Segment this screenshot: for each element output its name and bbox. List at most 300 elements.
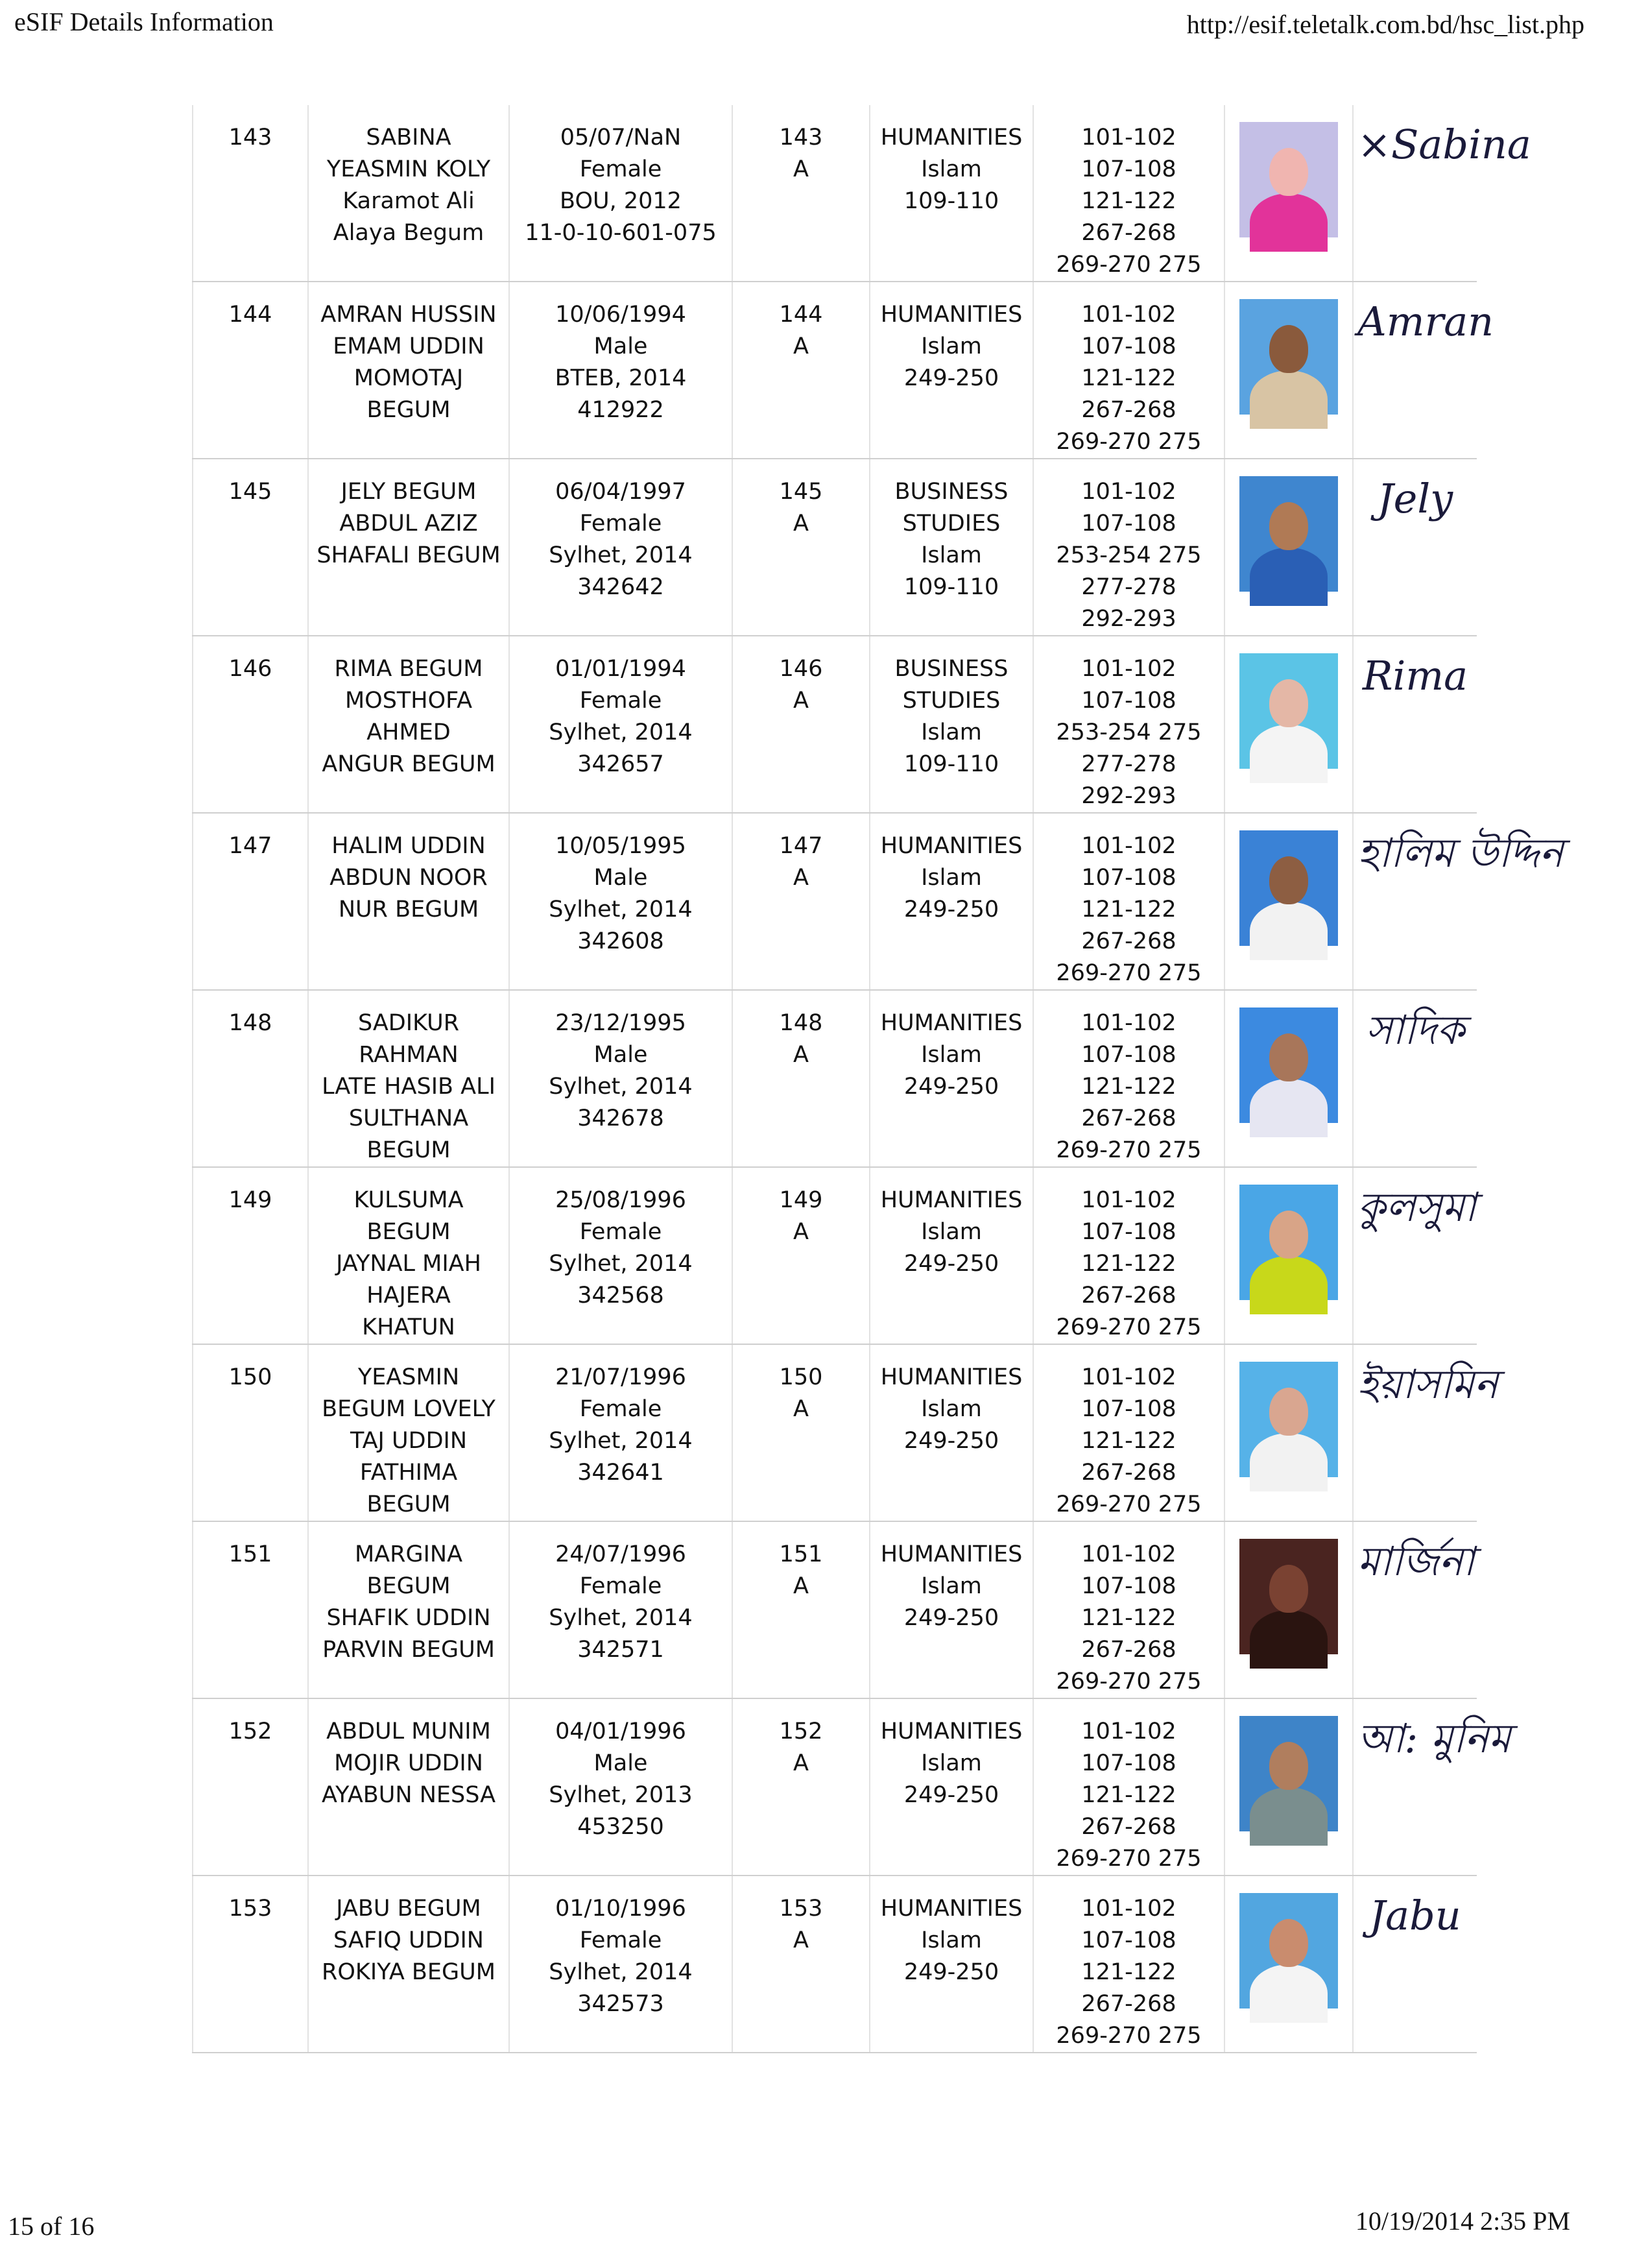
table-row [193,105,1477,282]
subjects-line: 107-108 [1081,1219,1176,1245]
info-line: 23/12/1995 [555,1010,686,1036]
photo-figure-body [1250,370,1328,429]
table-row [193,1521,1477,1698]
roll-line: A [793,1750,809,1776]
print-datetime: 10/19/2014 2:35 PM [1355,2206,1570,2236]
subjects-line: 269-270 275 [1056,2023,1202,2049]
photo-figure-body [1250,1433,1328,1491]
serial-cell: 146 [193,636,308,813]
group-line: 109-110 [903,188,999,214]
signature-cell [1353,1167,1477,1344]
name-line: HALIM UDDIN [331,833,486,859]
subjects-line: 269-270 275 [1056,960,1202,986]
group-cell [870,990,1033,1167]
name-line: BEGUM LOVELY [322,1396,496,1422]
info-cell [509,636,732,813]
info-line: Female [579,1396,662,1422]
photo-cell [1224,813,1353,990]
info-cell [509,282,732,459]
photo-figure-body [1250,1079,1328,1137]
subjects-cell [1033,636,1224,813]
student-photo [1239,1716,1338,1831]
info-line: 342568 [577,1283,664,1309]
photo-cell [1224,636,1353,813]
group-line: HUMANITIES [880,125,1023,151]
serial-cell: 151 [193,1521,308,1698]
info-cell [509,1876,732,2053]
subjects-line: 107-108 [1081,156,1176,182]
name-line: ABDUN NOOR [329,865,488,891]
info-line: Sylhet, 2014 [549,1251,693,1277]
student-photo [1239,1539,1338,1654]
name-cell [308,459,509,636]
name-line: FATHIMA [359,1460,458,1486]
roll-line: A [793,1927,809,1953]
handwritten-signature: হালিম উদ্দিন [1357,829,1564,876]
subjects-line: 267-268 [1081,1814,1176,1840]
name-line: HAJERA [366,1283,451,1309]
serial-cell: 150 [193,1344,308,1521]
group-line: BUSINESS [894,479,1009,505]
photo-cell [1224,990,1353,1167]
name-line: NUR BEGUM [338,897,479,923]
name-line: Karamot Ali [342,188,475,214]
name-line: YEASMIN [357,1364,460,1390]
serial-cell: 149 [193,1167,308,1344]
name-line: JELY BEGUM [340,479,477,505]
roll-cell [732,1876,870,2053]
subjects-line: 269-270 275 [1056,1669,1202,1695]
subjects-line: 269-270 275 [1056,252,1202,278]
group-line: 249-250 [903,1605,999,1631]
group-line: Islam [921,1042,982,1068]
info-line: Sylhet, 2014 [549,542,693,568]
roll-line: A [793,333,809,359]
subjects-line: 101-102 [1081,1719,1176,1744]
subjects-cell [1033,990,1224,1167]
signature-cell [1353,1698,1511,1876]
roll-line: 148 [779,1010,823,1036]
info-line: Sylhet, 2013 [549,1782,693,1808]
subjects-line: 101-102 [1081,656,1176,682]
info-line: Female [579,688,662,714]
photo-figure-head [1269,148,1308,196]
name-line: TAJ UDDIN [350,1428,468,1454]
group-cell [870,636,1033,813]
name-line: Alaya Begum [333,220,484,246]
name-cell [308,1521,509,1698]
info-line: 412922 [577,397,664,423]
subjects-line: 107-108 [1081,1042,1176,1068]
table-row [193,1344,1477,1521]
group-line: Islam [921,1750,982,1776]
subjects-line: 101-102 [1081,1364,1176,1390]
info-line: Sylhet, 2014 [549,1605,693,1631]
group-line: HUMANITIES [880,1364,1023,1390]
info-line: 01/10/1996 [555,1896,686,1922]
name-line: YEASMIN KOLY [326,156,491,182]
name-line: ABDUL AZIZ [339,511,478,537]
name-line: MOSTHOFA [344,688,473,714]
serial-cell: 153 [193,1876,308,2053]
info-line: Male [593,865,648,891]
name-line: JAYNAL MIAH [336,1251,481,1277]
roll-line: A [793,511,809,537]
subjects-line: 107-108 [1081,333,1176,359]
info-line: Female [579,1927,662,1953]
table-row [193,1167,1477,1344]
info-line: Female [579,1573,662,1599]
info-line: Male [593,1750,648,1776]
subjects-line: 269-270 275 [1056,1491,1202,1517]
photo-figure-body [1250,1256,1328,1314]
student-photo [1239,299,1338,415]
info-line: BOU, 2012 [560,188,682,214]
subjects-line: 121-122 [1081,1428,1176,1454]
info-cell [509,1698,732,1876]
table-row [193,282,1477,459]
group-line: 109-110 [903,574,999,600]
group-line: 249-250 [903,1251,999,1277]
roll-line: 146 [779,656,823,682]
subjects-line: 269-270 275 [1056,1314,1202,1340]
info-line: 342678 [577,1105,664,1131]
roll-cell [732,990,870,1167]
group-cell [870,1167,1033,1344]
subjects-cell [1033,1344,1224,1521]
name-line: BEGUM [366,397,451,423]
info-line: 25/08/1996 [555,1187,686,1213]
roll-line: 147 [779,833,823,859]
info-line: 342657 [577,751,664,777]
name-line: MOJIR UDDIN [334,1750,483,1776]
subjects-line: 267-268 [1081,1460,1176,1486]
photo-figure-head [1269,1742,1308,1790]
info-line: 453250 [577,1814,664,1840]
info-line: 10/05/1995 [555,833,686,859]
group-cell [870,1344,1033,1521]
group-line: 249-250 [903,897,999,923]
subjects-cell [1033,813,1224,990]
info-cell [509,1167,732,1344]
handwritten-signature: কুলসুমা [1357,1183,1476,1231]
name-line: MARGINA [354,1541,463,1567]
subjects-line: 269-270 275 [1056,1137,1202,1163]
roll-line: 151 [779,1541,823,1567]
signature-cell [1353,636,1477,813]
handwritten-signature: মার্জিনা [1357,1538,1475,1585]
info-line: 21/07/1996 [555,1364,686,1390]
roll-line: A [793,1042,809,1068]
group-cell [870,1521,1033,1698]
group-line: Islam [921,156,982,182]
info-line: 05/07/NaN [560,125,682,151]
photo-cell [1224,1876,1353,2053]
group-line: Islam [921,1219,982,1245]
name-line: PARVIN BEGUM [322,1637,495,1663]
name-cell [308,1167,509,1344]
serial-cell: 145 [193,459,308,636]
serial-cell: 147 [193,813,308,990]
group-line: Islam [921,865,982,891]
group-cell [870,1876,1033,2053]
info-line: 342573 [577,1991,664,2017]
info-line: 24/07/1996 [555,1541,686,1567]
page-number: 15 of 16 [8,2212,95,2241]
subjects-line: 292-293 [1081,783,1176,809]
subjects-line: 277-278 [1081,574,1176,600]
photo-figure-head [1269,502,1308,550]
name-line: KHATUN [362,1314,455,1340]
signature-cell [1353,1521,1477,1698]
roll-line: A [793,1219,809,1245]
group-line: HUMANITIES [880,1896,1023,1922]
subjects-line: 107-108 [1081,688,1176,714]
student-photo [1239,1893,1338,2009]
name-line: JABU BEGUM [336,1896,481,1922]
handwritten-signature: Amran [1357,298,1494,345]
subjects-line: 267-268 [1081,928,1176,954]
subjects-line: 101-102 [1081,479,1176,505]
photo-figure-body [1250,1964,1328,2023]
info-cell [509,990,732,1167]
name-cell [308,1344,509,1521]
info-cell [509,1521,732,1698]
info-line: Female [579,1219,662,1245]
roll-cell [732,282,870,459]
roll-cell [732,459,870,636]
photo-cell [1224,282,1353,459]
subjects-line: 253-254 275 [1056,542,1202,568]
photo-figure-head [1269,1211,1308,1259]
name-cell [308,105,509,282]
info-line: Sylhet, 2014 [549,719,693,745]
student-photo [1239,476,1338,592]
handwritten-signature: ×Sabina [1357,121,1531,168]
group-cell [870,282,1033,459]
info-line: Male [593,1042,648,1068]
subjects-line: 101-102 [1081,125,1176,151]
info-line: Sylhet, 2014 [549,1428,693,1454]
name-line: SABINA [366,125,451,151]
roll-line: 153 [779,1896,823,1922]
group-line: Islam [921,719,982,745]
name-line: BEGUM [366,1137,451,1163]
roll-line: A [793,1396,809,1422]
roll-line: 149 [779,1187,823,1213]
serial-cell: 143 [193,105,308,282]
photo-figure-head [1269,1388,1308,1436]
photo-figure-body [1250,1610,1328,1669]
name-line: BEGUM [366,1573,451,1599]
name-line: RIMA BEGUM [334,656,483,682]
student-photo [1239,1185,1338,1300]
student-list-table [192,105,1564,2053]
subjects-cell [1033,1876,1224,2053]
photo-cell [1224,1521,1353,1698]
info-line: Sylhet, 2014 [549,1074,693,1100]
handwritten-signature: Jely [1377,475,1453,522]
student-photo [1239,1362,1338,1477]
subjects-line: 107-108 [1081,1396,1176,1422]
group-cell [870,105,1033,282]
table-row [193,990,1477,1167]
group-line: Islam [921,1573,982,1599]
photo-figure-body [1250,193,1328,252]
subjects-line: 267-268 [1081,397,1176,423]
group-line: Islam [921,1927,982,1953]
handwritten-signature: Jabu [1369,1892,1461,1939]
name-cell [308,813,509,990]
page-header-title: eSIF Details Information [14,7,274,36]
student-photo [1239,830,1338,946]
roll-cell [732,1344,870,1521]
student-photo [1239,653,1338,769]
photo-cell [1224,1698,1353,1876]
name-line: SAFIQ UDDIN [333,1927,484,1953]
subjects-cell [1033,1698,1224,1876]
info-line: 342642 [577,574,664,600]
subjects-cell [1033,105,1224,282]
name-cell [308,282,509,459]
roll-line: A [793,1573,809,1599]
table-row [193,1876,1477,2053]
subjects-line: 107-108 [1081,1573,1176,1599]
roll-cell [732,1698,870,1876]
photo-figure-body [1250,1787,1328,1846]
roll-cell [732,636,870,813]
group-line: HUMANITIES [880,833,1023,859]
serial-cell: 144 [193,282,308,459]
subjects-line: 269-270 275 [1056,1846,1202,1872]
subjects-line: 267-268 [1081,1283,1176,1309]
subjects-line: 253-254 275 [1056,719,1202,745]
subjects-line: 121-122 [1081,188,1176,214]
handwritten-signature: আ: মুনিম [1357,1715,1511,1762]
handwritten-signature: Rima [1362,652,1468,699]
photo-cell [1224,1344,1353,1521]
group-line: 109-110 [903,751,999,777]
subjects-line: 107-108 [1081,865,1176,891]
subjects-line: 267-268 [1081,1991,1176,2017]
roll-line: A [793,865,809,891]
group-line: HUMANITIES [880,302,1023,328]
roll-cell [732,1167,870,1344]
photo-figure-head [1269,1033,1308,1081]
name-line: SADIKUR [357,1010,460,1036]
table-row [193,1698,1477,1876]
group-line: BUSINESS [894,656,1009,682]
info-line: BTEB, 2014 [555,365,687,391]
name-line: AYABUN NESSA [321,1782,496,1808]
group-line: STUDIES [902,688,1001,714]
roll-cell [732,813,870,990]
group-line: Islam [921,542,982,568]
table-row [193,813,1477,990]
roll-line: 143 [779,125,823,151]
group-line: 249-250 [903,1959,999,1985]
roll-line: 150 [779,1364,823,1390]
group-line: HUMANITIES [880,1541,1023,1567]
photo-figure-body [1250,725,1328,783]
info-line: Sylhet, 2014 [549,897,693,923]
roll-line: 152 [779,1719,823,1744]
subjects-line: 101-102 [1081,1187,1176,1213]
subjects-line: 121-122 [1081,1605,1176,1631]
group-line: HUMANITIES [880,1719,1023,1744]
subjects-line: 121-122 [1081,1251,1176,1277]
group-line: 249-250 [903,1782,999,1808]
subjects-line: 101-102 [1081,1896,1176,1922]
name-line: ANGUR BEGUM [322,751,496,777]
roll-line: 145 [779,479,823,505]
signature-cell [1353,282,1494,459]
subjects-line: 277-278 [1081,751,1176,777]
subjects-line: 121-122 [1081,1959,1176,1985]
info-line: 10/06/1994 [555,302,686,328]
info-line: 01/01/1994 [555,656,686,682]
group-line: Islam [921,333,982,359]
page-header-url: http://esif.teletalk.com.bd/hsc_list.php [1186,10,1584,39]
student-photo [1239,1007,1338,1123]
group-line: HUMANITIES [880,1187,1023,1213]
name-line: SHAFIK UDDIN [326,1605,491,1631]
name-line: MOMOTAJ [353,365,464,391]
group-line: HUMANITIES [880,1010,1023,1036]
student-photo [1239,122,1338,237]
photo-figure-head [1269,856,1308,904]
roll-cell [732,105,870,282]
subjects-cell [1033,282,1224,459]
roll-line: A [793,688,809,714]
table-row [193,636,1477,813]
subjects-line: 269-270 275 [1056,429,1202,455]
name-line: RAHMAN [359,1042,459,1068]
signature-cell [1353,459,1477,636]
info-line: 06/04/1997 [555,479,686,505]
name-line: ABDUL MUNIM [326,1719,491,1744]
subjects-line: 101-102 [1081,833,1176,859]
info-cell [509,459,732,636]
name-line: SULTHANA [348,1105,469,1131]
name-line: AHMED [366,719,451,745]
name-cell [308,1876,509,2053]
subjects-line: 101-102 [1081,302,1176,328]
handwritten-signature: ইয়াসমিন [1357,1360,1498,1408]
photo-cell [1224,105,1353,282]
info-line: 342608 [577,928,664,954]
name-line: AMRAN HUSSIN [320,302,497,328]
subjects-line: 267-268 [1081,1105,1176,1131]
photo-figure-head [1269,679,1308,727]
subjects-line: 292-293 [1081,606,1176,632]
group-line: 249-250 [903,365,999,391]
subjects-line: 101-102 [1081,1541,1176,1567]
roll-line: A [793,156,809,182]
signature-cell [1353,990,1477,1167]
name-line: BEGUM [366,1219,451,1245]
name-cell [308,990,509,1167]
info-line: 342641 [577,1460,664,1486]
serial-cell: 148 [193,990,308,1167]
subjects-line: 107-108 [1081,1750,1176,1776]
subjects-line: 267-268 [1081,220,1176,246]
subjects-line: 121-122 [1081,1074,1176,1100]
name-line: SHAFALI BEGUM [316,542,501,568]
group-line: Islam [921,1396,982,1422]
name-line: ROKIYA BEGUM [322,1959,496,1985]
info-line: 11-0-10-601-075 [525,220,717,246]
